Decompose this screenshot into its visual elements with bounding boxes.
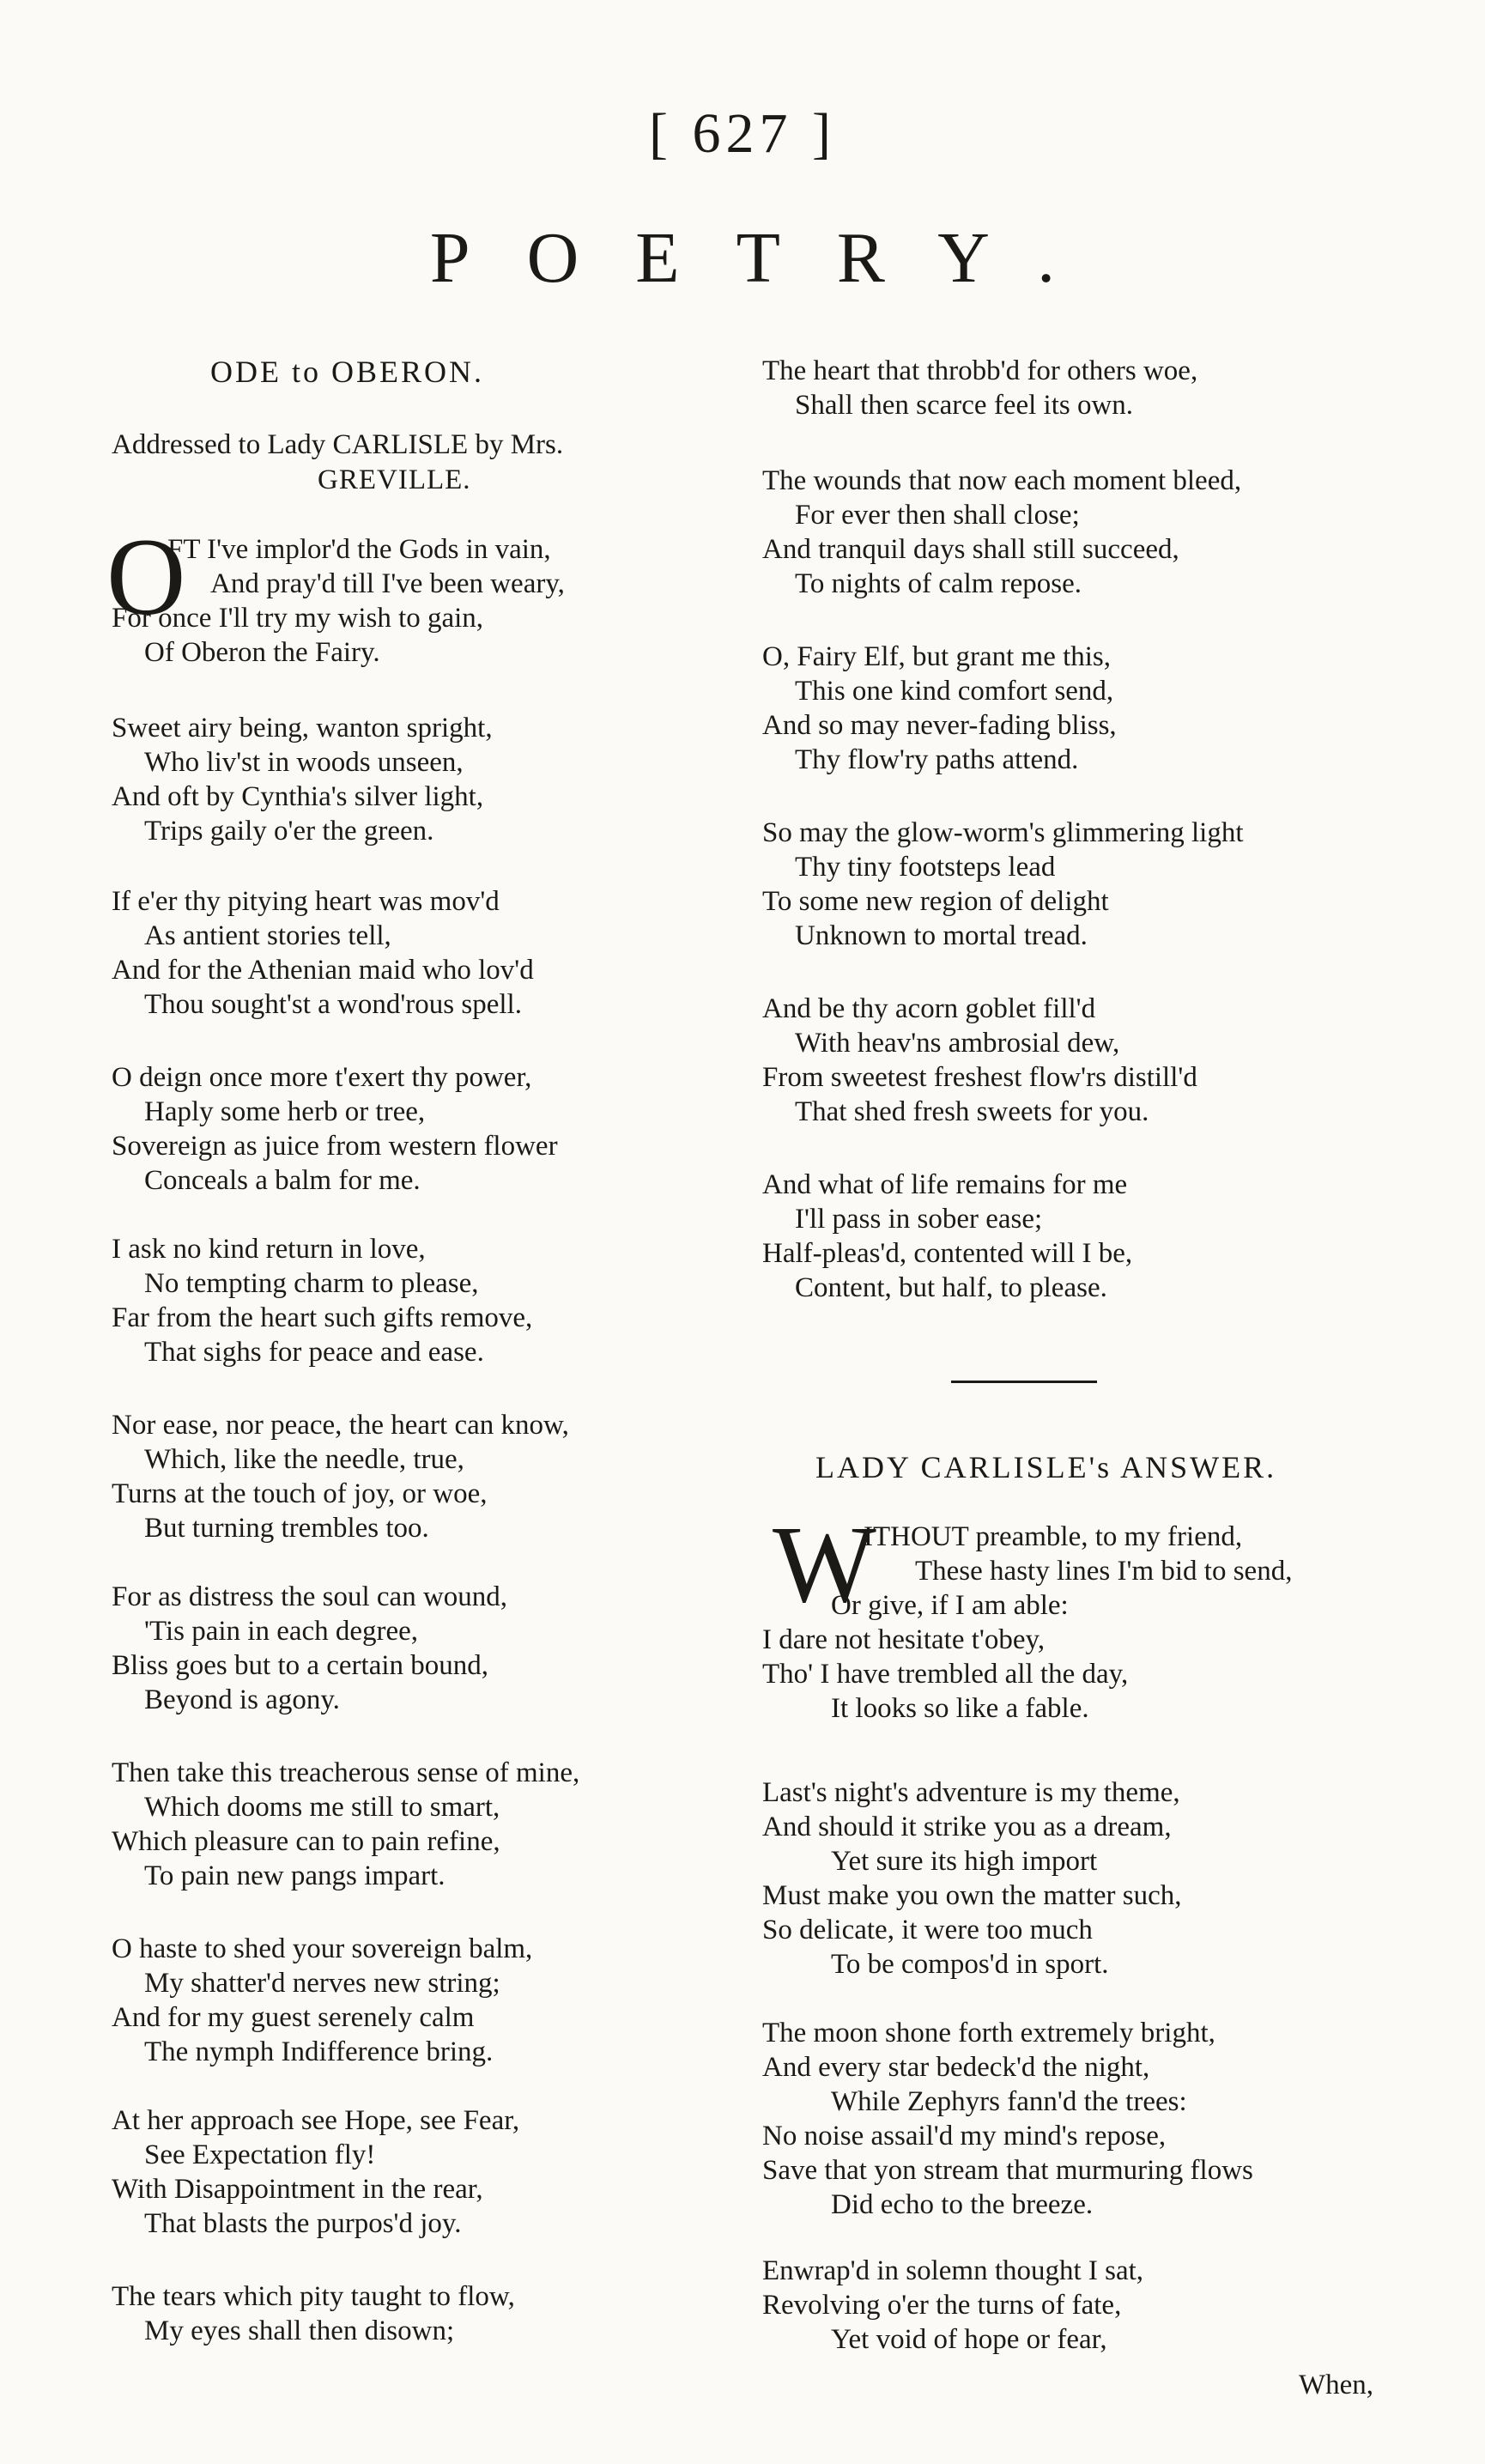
verse-line: Unknown to mortal tread. [795,920,1088,951]
drop-cap-initial: W [773,1503,876,1625]
verse-line: As antient stories tell, [144,920,391,951]
verse-line: Shall then scarce feel its own. [795,390,1134,421]
verse-line: If e'er thy pitying heart was mov'd [112,886,500,917]
verse-line: For ever then shall close; [795,500,1080,531]
verse-line: To nights of calm repose. [795,568,1082,599]
verse-line: While Zephyrs fann'd the trees: [831,2086,1187,2117]
verse-line: 'Tis pain in each degree, [144,1616,419,1647]
verse-line: Sovereign as juice from western flower [112,1131,558,1162]
verse-line: Who liv'st in woods unseen, [144,747,464,778]
verse-line: And should it strike you as a dream, [762,1812,1172,1842]
verse-line: Yet void of hope or fear, [831,2324,1107,2355]
verse-line: And so may never-fading bliss, [762,710,1117,741]
verse-line: ITHOUT preamble, to my friend, [864,1521,1243,1552]
verse-line: No tempting charm to please, [144,1268,479,1299]
verse-line: Haply some herb or tree, [144,1096,426,1127]
verse-line: Far from the heart such gifts remove, [112,1302,533,1333]
verse-line: I ask no kind return in love, [112,1234,426,1265]
verse-line: It looks so like a fable. [831,1693,1089,1724]
verse-line: To be compos'd in sport. [831,1949,1109,1980]
verse-line: These hasty lines I'm bid to send, [915,1556,1293,1587]
section-title: POETRY. [429,218,1112,298]
verse-line: Which dooms me still to smart, [144,1792,500,1823]
catchword: When, [1299,2370,1374,2400]
verse-line: I'll pass in sober ease; [795,1204,1043,1235]
verse-line: The nymph Indifference bring. [144,2036,494,2067]
verse-line: See Expectation fly! [144,2139,376,2170]
verse-line: And pray'd till I've been weary, [210,568,565,599]
verse-line: With heav'ns ambrosial dew, [795,1028,1120,1059]
verse-line: Bliss goes but to a certain bound, [112,1650,489,1681]
verse-line: O deign once more t'exert thy power, [112,1062,532,1093]
verse-line: And oft by Cynthia's silver light, [112,781,484,812]
page-number: [ 627 ] [649,102,836,165]
verse-line: Of Oberon the Fairy. [144,637,380,668]
verse-line: The heart that throbb'd for others woe, [762,355,1198,386]
verse-line: To pain new pangs impart. [144,1860,446,1891]
verse-line: For as distress the soul can wound, [112,1581,508,1612]
verse-line: I dare not hesitate t'obey, [762,1624,1046,1655]
verse-line: The tears which pity taught to flow, [112,2281,515,2312]
poem-byline-author: GREVILLE. [318,464,471,495]
verse-line: And be thy acorn goblet fill'd [762,993,1096,1024]
verse-line: With Disappointment in the rear, [112,2174,483,2205]
verse-line: Which, like the needle, true, [144,1444,464,1475]
verse-line: Sweet airy being, wanton spright, [112,713,493,743]
verse-line: That shed fresh sweets for you. [795,1096,1149,1127]
verse-line: Thy tiny footsteps lead [795,852,1056,883]
verse-line: But turning trembles too. [144,1513,429,1544]
verse-line: Beyond is agony. [144,1684,340,1715]
verse-line: O haste to shed your sovereign balm, [112,1933,533,1964]
verse-line: Last's night's adventure is my theme, [762,1777,1180,1808]
verse-line: Or give, if I am able: [831,1590,1069,1621]
verse-line: My eyes shall then disown; [144,2315,455,2346]
verse-line: Revolving o'er the turns of fate, [762,2290,1122,2321]
verse-line: That blasts the purpos'd joy. [144,2208,462,2239]
verse-line: This one kind comfort send, [795,676,1114,707]
verse-line: Then take this treacherous sense of mine, [112,1757,580,1788]
verse-line: Save that yon stream that murmuring flows [762,2155,1253,2186]
verse-line: Yet sure its high import [831,1846,1098,1877]
verse-line: Must make you own the matter such, [762,1880,1182,1911]
verse-line: And what of life remains for me [762,1169,1128,1200]
verse-line: That sighs for peace and ease. [144,1337,484,1368]
verse-line: So may the glow-worm's glimmering light [762,817,1244,848]
verse-line: And for my guest serenely calm [112,2002,475,2033]
verse-line: From sweetest freshest flow'rs distill'd [762,1062,1197,1093]
verse-line: For once I'll try my wish to gain, [112,603,484,634]
verse-line: My shatter'd nerves new string; [144,1968,500,1999]
verse-line: And every star bedeck'd the night, [762,2052,1150,2083]
verse-line: No noise assail'd my mind's repose, [762,2121,1167,2151]
verse-line: O, Fairy Elf, but grant me this, [762,641,1112,672]
poem-byline: Addressed to Lady CARLISLE by Mrs. [112,429,564,460]
verse-line: The moon shone forth extremely bright, [762,2018,1215,2048]
verse-line: Content, but half, to please. [795,1272,1107,1303]
verse-line: Thou sought'st a wond'rous spell. [144,989,522,1020]
verse-line: Trips gaily o'er the green. [144,816,434,847]
verse-line: Which pleasure can to pain refine, [112,1826,500,1857]
poem-title-ode-to-oberon: ODE to OBERON. [210,355,484,389]
verse-line: And for the Athenian maid who lov'd [112,955,534,986]
verse-line: Conceals a balm for me. [144,1165,421,1196]
verse-line: Half-pleas'd, contented will I be, [762,1238,1133,1269]
verse-line: Nor ease, nor peace, the heart can know, [112,1410,569,1441]
verse-line: Thy flow'ry paths attend. [795,744,1079,775]
verse-line: At her approach see Hope, see Fear, [112,2105,520,2136]
drop-cap-initial: O [106,516,186,638]
verse-line: FT I've implor'd the Gods in vain, [167,534,551,565]
verse-line: The wounds that now each moment bleed, [762,465,1242,496]
verse-line: So delicate, it were too much [762,1915,1093,1945]
verse-line: And tranquil days shall still succeed, [762,534,1179,565]
verse-line: Did echo to the breeze. [831,2189,1094,2220]
verse-line: To some new region of delight [762,886,1109,917]
verse-line: Tho' I have trembled all the day, [762,1659,1129,1690]
poem-title-lady-carlisles-answer: LADY CARLISLE's ANSWER. [815,1450,1277,1484]
section-divider [951,1381,1097,1383]
verse-line: Enwrap'd in solemn thought I sat, [762,2255,1144,2286]
verse-line: Turns at the touch of joy, or woe, [112,1478,488,1509]
